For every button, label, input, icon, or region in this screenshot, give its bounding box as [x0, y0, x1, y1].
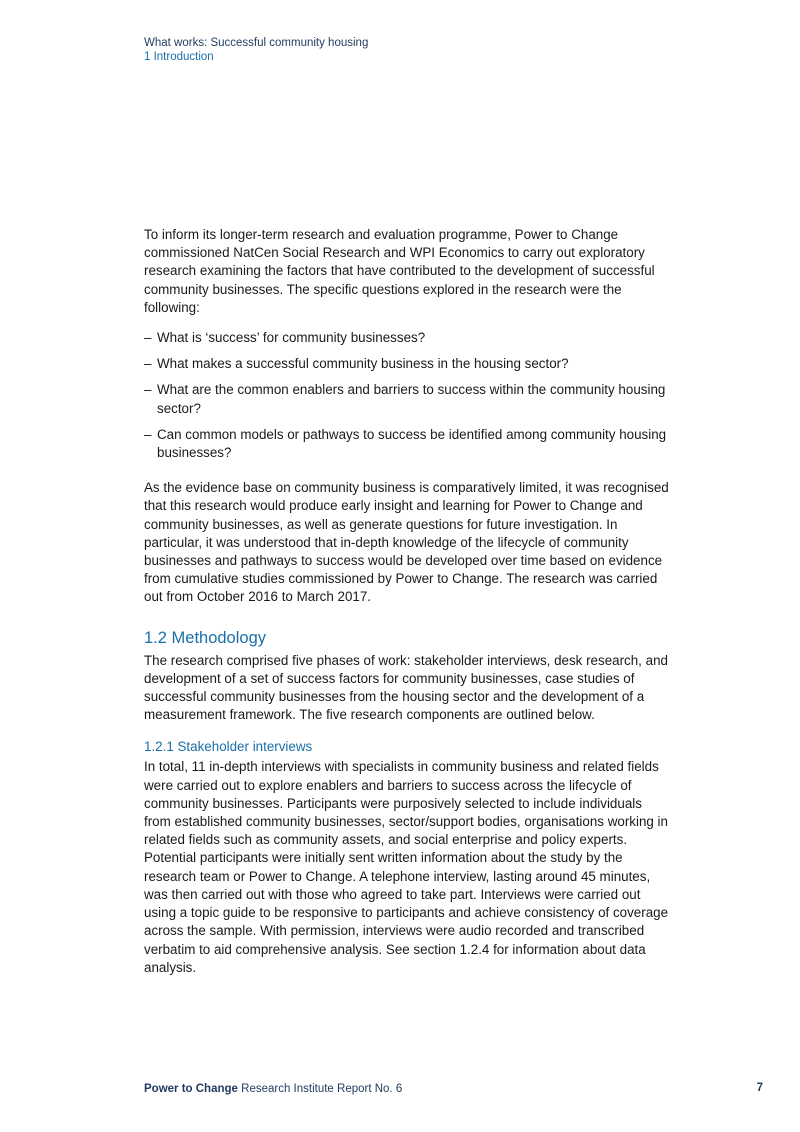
evidence-paragraph: As the evidence base on community business is comparatively limited, it was recognised that this research would produce early insight and learning for Power to Change and community businesses, as well as generate questions for future investigation. In particular, it was understood that in-depth knowledge of the lifecycle of community businesses and pathways to success would be developed over time based on evidence from cumulative studies commissioned by Power to Change. The research was carried out from October 2016 to March 2017. — [144, 480, 669, 605]
document-title: What works: Successful community housing — [144, 37, 369, 49]
section-label: 1 Introduction — [144, 51, 214, 63]
list-item: – What makes a successful community business in the housing sector? — [144, 355, 669, 373]
methodology-paragraph: The research comprised five phases of work: stakeholder interviews, desk research, and development of a set of success factors for community businesses, case studies of successful community businesses from the housing sector and the development of a measurement framework. The five research components are outlined below. — [144, 652, 668, 723]
running-header — [144, 36, 368, 64]
stakeholder-interviews-paragraph: In total, 11 in-depth interviews with specialists in community business and related fields were carried out to explore enablers and barriers to success across the lifecycle of community businesses. Participants were purposively selected to include individuals from established community businesses, sector/support bodies, organisations working in related fields such as community assets, and social enterprise and policy experts. Potential participants were initially sent written information about the study by the research team or Power to Change. A telephone interview, lasting around 45 minutes, was then carried out with those who agreed to take part. Interviews were carried out using a topic guide to be responsive to participants and achieve consistency of coverage across the sample. With permission, interviews were audio recorded and transcribed verbatim to aid comprehensive analysis. See section 1.2.4 for information about data analysis. — [144, 759, 669, 975]
research-questions-list — [144, 329, 669, 462]
page-body — [144, 226, 669, 989]
footer-brand: Power to Change — [144, 1083, 238, 1095]
list-item: – What is ‘success’ for community businesses? — [144, 329, 669, 347]
page-footer — [144, 1082, 402, 1096]
methodology-heading: 1.2 Methodology — [144, 628, 267, 647]
footer-report-title: Research Institute Report No. 6 — [241, 1083, 403, 1095]
page-number: 7 — [756, 1082, 763, 1094]
list-item: – Can common models or pathways to success be identified among community housing businesses? — [144, 426, 669, 462]
list-item: – What are the common enablers and barriers to success within the community housing sector? — [144, 381, 669, 417]
intro-paragraph: To inform its longer-term research and evaluation programme, Power to Change commissioned NatCen Social Research and WPI Economics to carry out exploratory research examining the factors that have contributed to the development of successful community businesses. The specific questions explored in the research were the following: — [144, 227, 655, 315]
stakeholder-interviews-heading: 1.2.1 Stakeholder interviews — [144, 739, 313, 755]
